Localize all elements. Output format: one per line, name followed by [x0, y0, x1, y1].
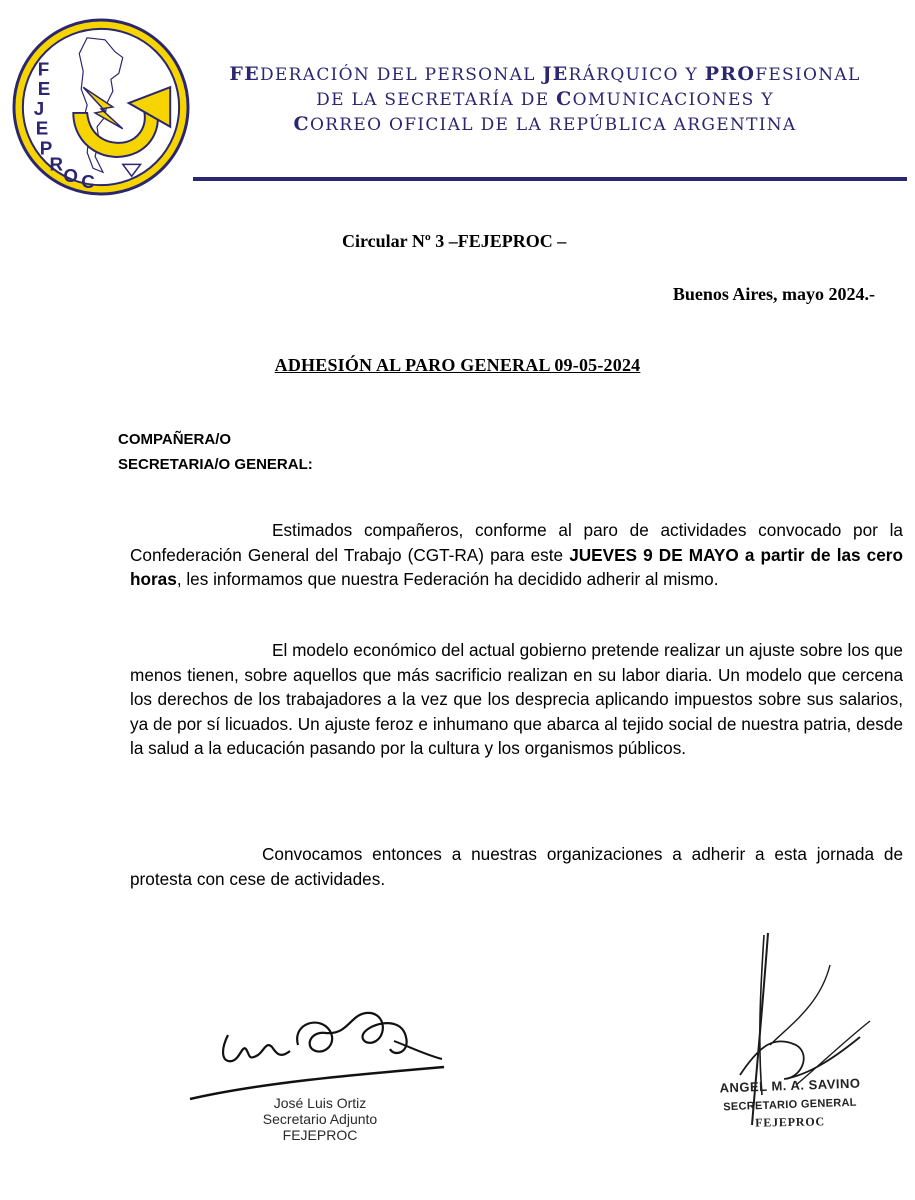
text-run: FESIONAL	[755, 65, 861, 85]
salutation-line-1: COMPAÑERA/O	[118, 431, 232, 448]
paragraph-2	[130, 638, 903, 761]
text-run: FE	[229, 63, 260, 85]
svg-text:P: P	[39, 137, 53, 159]
paragraph-1	[130, 518, 903, 592]
signature-left-block	[220, 1095, 420, 1143]
text-run: C	[556, 88, 573, 110]
svg-text:O: O	[63, 165, 79, 187]
paragraph-3	[130, 842, 903, 891]
text-run: C	[293, 113, 310, 135]
text-run: El modelo económico del actual gobierno pretende realizar un ajuste sobre los que menos tienen, sobre aquellos que más sacrificio realizan en su labor diaria. Un modelo que cercena los derechos de los trabajadores a la vez que los desprecia aplicando impuestos sobre sus salarios, ya de por sí licuados. Un ajuste feroz e inhumano que abarca al tejido social de nuestra patria, desde la salud a la educación pasando por la cultura y los organismos públicos.	[130, 640, 903, 758]
svg-text:E: E	[35, 117, 49, 139]
signatory-left-org: FEJEPROC	[282, 1127, 358, 1143]
text-run: RÁRQUICO Y	[568, 65, 705, 85]
signatory-left-name: José Luis Ortiz	[273, 1095, 367, 1111]
signatory-left-title: Secretario Adjunto	[262, 1111, 378, 1127]
text-run: , les informamos que nuestra Federación ha decidido adherir al mismo.	[176, 569, 719, 589]
signatory-right-org: FEJEPROC	[754, 1114, 825, 1130]
svg-text:C: C	[81, 171, 95, 193]
text-run: Convocamos entonces a nuestras organizaciones a adherir a esta jornada de protesta con cese de actividades.	[130, 844, 903, 889]
signatory-right-title: SECRETARIO GENERAL	[723, 1096, 857, 1114]
fejeproc-emblem-icon	[12, 18, 190, 196]
text-run: JUEVES 9 DE MAYO a partir de las cero horas	[130, 544, 903, 589]
letterhead	[200, 62, 890, 137]
text-run: DERACIÓN DEL PERSONAL	[260, 65, 543, 85]
letterhead-line-1	[200, 62, 890, 87]
circular-number: Circular Nº 3 –FEJEPROC –	[342, 231, 567, 251]
text-run: JE	[542, 63, 569, 85]
date-line: Buenos Aires, mayo 2024.-	[672, 284, 875, 304]
text-run: OMUNICACIONES Y	[572, 90, 774, 110]
salutation	[118, 427, 313, 477]
salutation-line-2: SECRETARIA/O GENERAL:	[118, 456, 313, 473]
svg-text:F: F	[37, 58, 50, 80]
text-run: DE LA SECRETARÍA DE	[316, 90, 557, 110]
subject-heading: ADHESIÓN AL PARO GENERAL 09-05-2024	[274, 355, 641, 375]
letterhead-line-3	[200, 112, 890, 137]
letterhead-line-2	[200, 87, 890, 112]
signature-right-block	[700, 1075, 880, 1130]
signatory-right-name: ANGEL M. A. SAVINO	[719, 1075, 861, 1096]
text-run: PRO	[704, 63, 756, 85]
logo-graphic	[12, 18, 190, 196]
text-run: ORREO OFICIAL DE LA REPÚBLICA ARGENTINA	[309, 115, 797, 135]
svg-text:J: J	[33, 97, 45, 119]
text-run: Estimados compañeros, conforme al paro de actividades convocado por la Confederación General del Trabajo (CGT-RA) para este	[130, 520, 903, 565]
letterhead-rule	[193, 177, 907, 181]
svg-text:E: E	[37, 78, 51, 100]
svg-text:R: R	[49, 153, 64, 175]
